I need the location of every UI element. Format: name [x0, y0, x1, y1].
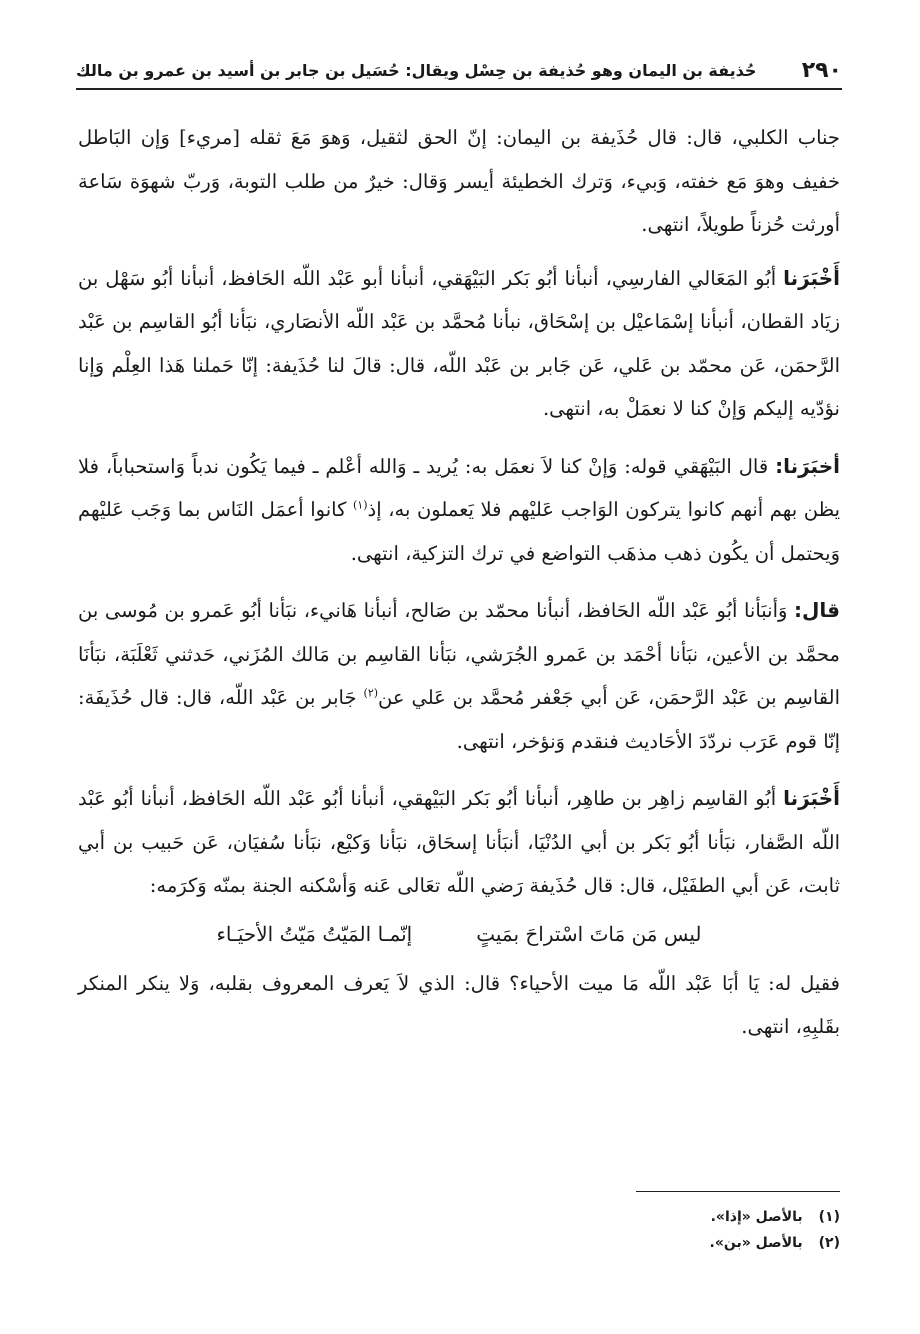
- paragraph-text-continued: كانوا أعمَل النَاس بما وَجَب عَليْهم وَيحتمل أن يكُون ذهب مذهَب التواضع في ترك التزكية، انتهى.: [78, 498, 840, 565]
- footnote-number: (٢): [818, 1235, 840, 1251]
- running-title: حُذيفة بن اليمان وهو حُذيفة بن حِسْل ويقال: حُسَيل بن جابر بن أسيد بن عمرو بن مالك: [76, 60, 757, 80]
- running-header: [76, 52, 842, 90]
- paragraph-4: [78, 589, 840, 763]
- footnote-text: بالأصل «بن».: [709, 1235, 803, 1251]
- footnote-divider: [636, 1191, 840, 1192]
- poetry-verse: [78, 912, 840, 956]
- footnote-1: [440, 1204, 840, 1230]
- paragraph-1: [78, 116, 840, 247]
- paragraph-lead: أَخْبَرَنا: [783, 265, 840, 290]
- paragraph-text: جناب الكلبي، قال: قال حُذَيفة بن اليمان: إنّ الحق لثقيل، وَهوَ مَعَ ثقله [مريء] وَإن البَاطل خفيف وهوَ مَع خفته، وَبيء، وَترك الخطيئة أيسر وَقال: خيرٌ من طلب التوبة، وَربّ شهوَة سَاعة أورثت حُزناً طويلاً، انتهى.: [78, 126, 840, 236]
- footnote-text: بالأصل «إذا».: [710, 1209, 803, 1225]
- paragraph-lead: أخبَرَنا:: [775, 453, 840, 478]
- paragraph-text: وَأنبَأنا أبُو عَبْد اللّه الحَافظ، أنبأنا محمّد بن صَالح، أنبأنا هَانيء، نبَأنا أبُو عَمرو بن مُوسى بن محمَّد بن الأعين، نبَأنا أحْمَد بن عَمرو الجُرَشي، نبَأنا القاسِم بن مَالك المُزَني، حَدثني ثَعْلَبَة، نبَأنَا القاسِم بن عَبْد الرَّحمَن، عَن أبي جَعْفر مُحمَّد بن عَلي عن: [78, 599, 840, 709]
- footnote-number: (١): [818, 1209, 840, 1225]
- paragraph-5: [78, 777, 840, 908]
- paragraph-text: أبُو المَعَالي الفارسِي، أنبأنا أبُو بَكر البَيْهَقي، أنبأنا أبو عَبْد اللّه الحَافظ، أنبأنا أبُو سَهْل بن زيَاد القطان، أنبأنا إسْمَاعيْل بن إسْحَاق، نبأنا مُحمَّد بن عَبْد اللّه الأنصَاري، نبَأنا أبُو القاسِم بن عَبْد الرَّحمَن، عَن محمّد بن عَلي، عَن جَابر بن عَبْد اللّه، قال: قالَ لنا حُذَيفة: إنّا حَملنا هَذا العِلْم وَإنا نؤدّيه إليكم وَإنْ كنا لا نعمَلْ به، انتهى.: [78, 266, 840, 420]
- verse-first-hemistich: ليس مَن مَاتَ اسْتراحَ بمَيتٍ: [476, 921, 702, 946]
- footnotes: [440, 1204, 840, 1256]
- paragraph-lead: قال:: [794, 598, 840, 622]
- paragraph-text: أبُو القاسِم زاهِر بن طاهِر، أنبأنا أبُو بَكر البَيْهقي، أنبأنا أبُو عَبْد اللّه الحَافظ، أنبأنا أبُو عَبْد اللّه الصَّفار، نبَأنا أبُو بَكر بن أبي الدُنْيَا، أنبَأنا إسحَاق، نبَأنا وَكيْع، نبَأنا سُفيَان، عَن حَبيب بن أبي ثابت، عَن أبي الطفَيْل، قال: قال حُذَيفة رَضي اللّه تعَالى عَنه وَأسْكنه الجنة بمنّه وَكرَمه:: [78, 787, 840, 897]
- main-text: [78, 116, 840, 1063]
- paragraph-lead: أَخْبَرَنا: [783, 786, 840, 810]
- footnote-ref-1[interactable]: (١): [353, 498, 368, 512]
- verse-second-hemistich: إنّمـا المَيّتُ مَيّتُ الأحيَـاء: [216, 921, 413, 946]
- paragraph-text: فقيل له: يَا أبَا عَبْد اللّه مَا ميت الأحياء؟ قال: الذي لاَ يَعرف المعروف بقلبه، وَلا ينكر المنكر بقَلبِهِ، انتهى.: [78, 971, 840, 1038]
- paragraph-3: [78, 445, 840, 576]
- page-number: ٢٩٠: [801, 57, 842, 83]
- footnote-2: [440, 1230, 840, 1256]
- paragraph-text: قال البَيْهَقي قوله: وَإنْ كنا لاَ نعمَل به: يُريد ـ وَالله أعْلم ـ فيما يَكُون ندباً وَاستحباباً، فلا يظن بهم أنهم كانوا يتركون الوَاجب عَليْهم فلا يَعملون به، إذ: [78, 454, 840, 521]
- paragraph-text-continued: جَابر بن عَبْد اللّه، قال: قال حُذَيفَة: إنّا قوم عَرَب نردّدَ الأحَاديث فنقدم وَنؤخر، انتهى.: [78, 686, 840, 753]
- closing-paragraph: [78, 962, 840, 1049]
- paragraph-2: [78, 257, 840, 431]
- footnote-ref-2[interactable]: (٢): [363, 686, 379, 700]
